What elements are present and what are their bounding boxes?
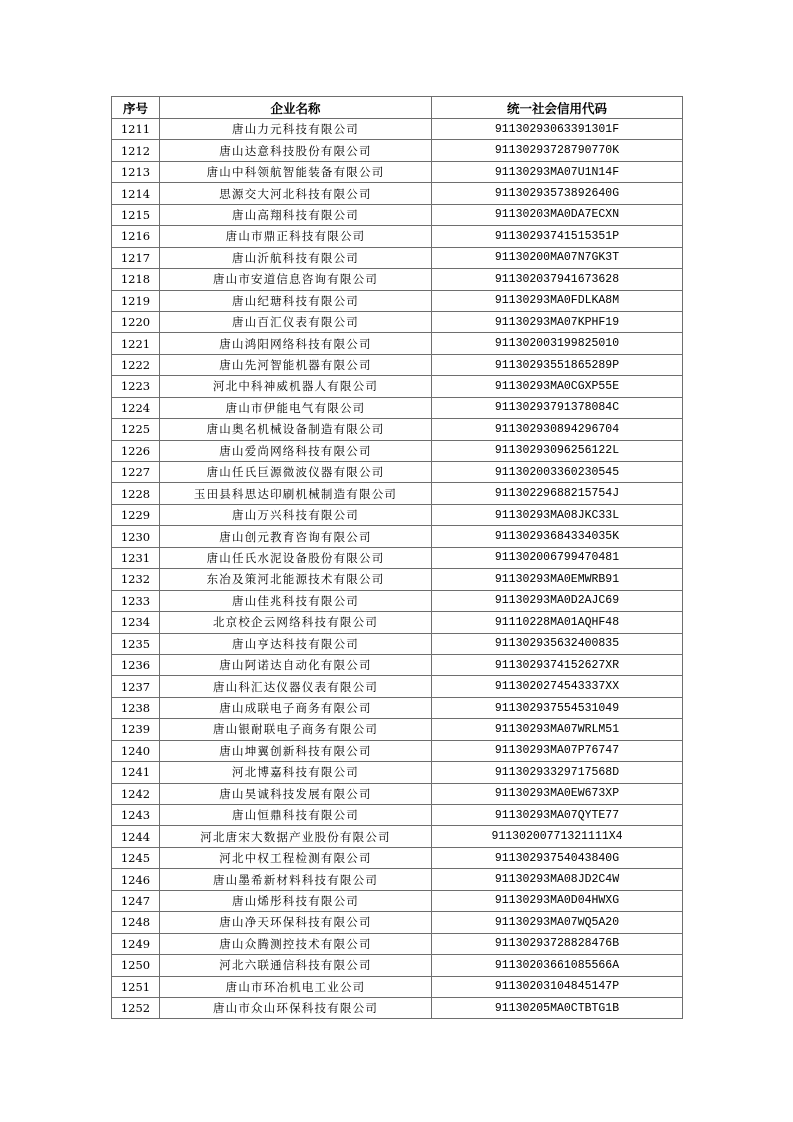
row-index: 1242 [112,783,160,804]
row-index: 1218 [112,269,160,290]
row-index: 1237 [112,676,160,697]
company-name-cell: 唐山市鼎正科技有限公司 [160,226,432,247]
table-row [112,376,683,397]
row-index: 1221 [112,333,160,354]
table-row [112,697,683,718]
company-name-cell: 唐山达意科技股份有限公司 [160,140,432,161]
company-name-cell: 唐山市环冶机电工业公司 [160,976,432,997]
credit-code-cell: 91130293096256122L [432,440,683,461]
row-index: 1211 [112,119,160,140]
table-header-row [112,97,683,119]
company-name-cell: 唐山科汇达仪器仪表有限公司 [160,676,432,697]
row-index: 1240 [112,740,160,761]
row-index: 1217 [112,247,160,268]
credit-code-cell: 91130293754043840G [432,847,683,868]
company-name-cell: 唐山恒鼎科技有限公司 [160,805,432,826]
company-name-cell: 唐山烯彤科技有限公司 [160,890,432,911]
row-index: 1229 [112,504,160,525]
row-index: 1250 [112,955,160,976]
row-index: 1227 [112,462,160,483]
table-row [112,204,683,225]
table-row [112,955,683,976]
credit-code-cell: 911302935632400835 [432,633,683,654]
credit-code-cell: 911302037941673628 [432,269,683,290]
company-name-cell: 唐山任氏巨源微波仪器有限公司 [160,462,432,483]
table-row [112,226,683,247]
credit-code-cell: 91130293728790770K [432,140,683,161]
row-index: 1236 [112,654,160,675]
row-index: 1252 [112,997,160,1018]
company-name-cell: 河北唐宋大数据产业股份有限公司 [160,826,432,847]
table-row [112,526,683,547]
table-row [112,654,683,675]
table-row [112,140,683,161]
row-index: 1225 [112,419,160,440]
table-row [112,547,683,568]
table-row [112,933,683,954]
company-name-cell: 唐山鸿阳网络科技有限公司 [160,333,432,354]
company-name-cell: 河北中权工程检测有限公司 [160,847,432,868]
company-name-cell: 东冶及策河北能源技术有限公司 [160,569,432,590]
table-row [112,976,683,997]
row-index: 1228 [112,483,160,504]
credit-code-cell: 911302003360230545 [432,462,683,483]
credit-code-cell: 91130293791378084C [432,397,683,418]
table-body [112,119,683,1019]
table-row [112,826,683,847]
credit-code-cell: 91130203661085566A [432,955,683,976]
table-row [112,161,683,182]
header-credit-code: 统一社会信用代码 [432,97,683,119]
row-index: 1213 [112,161,160,182]
row-index: 1245 [112,847,160,868]
company-name-cell: 唐山众腾测控技术有限公司 [160,933,432,954]
credit-code-cell: 91130293MA0D04HWXG [432,890,683,911]
row-index: 1232 [112,569,160,590]
company-name-cell: 唐山亨达科技有限公司 [160,633,432,654]
credit-code-cell: 91130293063391301F [432,119,683,140]
company-name-cell: 唐山成联电子商务有限公司 [160,697,432,718]
credit-code-cell: 91130293684334035K [432,526,683,547]
credit-code-cell: 91130293MA07U1N14F [432,161,683,182]
company-name-cell: 唐山阿诺达自动化有限公司 [160,654,432,675]
header-index: 序号 [112,97,160,119]
company-name-cell: 河北六联通信科技有限公司 [160,955,432,976]
company-name-cell: 唐山百汇仪表有限公司 [160,311,432,332]
table-row [112,354,683,375]
table-row [112,890,683,911]
row-index: 1224 [112,397,160,418]
table-row [112,869,683,890]
company-name-cell: 思源交大河北科技有限公司 [160,183,432,204]
table-row [112,269,683,290]
table-row [112,612,683,633]
row-index: 1246 [112,869,160,890]
row-index: 1234 [112,612,160,633]
credit-code-cell: 91110228MA01AQHF48 [432,612,683,633]
credit-code-cell: 91130200771321111X4 [432,826,683,847]
row-index: 1220 [112,311,160,332]
row-index: 1215 [112,204,160,225]
table-row [112,440,683,461]
row-index: 1248 [112,912,160,933]
company-name-cell: 河北中科神威机器人有限公司 [160,376,432,397]
row-index: 1249 [112,933,160,954]
company-name-cell: 唐山银耐联电子商务有限公司 [160,719,432,740]
credit-code-cell: 91130293MA0CGXP55E [432,376,683,397]
company-name-cell: 唐山市伊能电气有限公司 [160,397,432,418]
row-index: 1233 [112,590,160,611]
credit-code-cell: 91130293728828476B [432,933,683,954]
row-index: 1223 [112,376,160,397]
table-row [112,847,683,868]
table-row [112,633,683,654]
row-index: 1238 [112,697,160,718]
credit-code-cell: 911302930894296704 [432,419,683,440]
company-name-cell: 唐山奥名机械设备制造有限公司 [160,419,432,440]
row-index: 1212 [112,140,160,161]
row-index: 1251 [112,976,160,997]
credit-code-cell: 91130293MA08JD2C4W [432,869,683,890]
table-row [112,290,683,311]
company-name-cell: 唐山市众山环保科技有限公司 [160,997,432,1018]
company-name-cell: 唐山任氏水泥设备股份有限公司 [160,547,432,568]
row-index: 1214 [112,183,160,204]
table-row [112,997,683,1018]
company-name-cell: 唐山坤翼创新科技有限公司 [160,740,432,761]
credit-code-cell: 91130293741515351P [432,226,683,247]
table-row [112,719,683,740]
row-index: 1244 [112,826,160,847]
credit-code-cell: 91130229688215754J [432,483,683,504]
company-name-cell: 唐山中科领航智能装备有限公司 [160,161,432,182]
table-row [112,311,683,332]
credit-code-cell: 911302006799470481 [432,547,683,568]
company-name-cell: 唐山万兴科技有限公司 [160,504,432,525]
credit-code-cell: 91130293551865289P [432,354,683,375]
credit-code-cell: 911302003199825010 [432,333,683,354]
credit-code-cell: 91130293MA07P76747 [432,740,683,761]
table-row [112,462,683,483]
credit-code-cell: 91130293MA0FDLKA8M [432,290,683,311]
table-row [112,183,683,204]
credit-code-cell: 91130293MA0EW673XP [432,783,683,804]
row-index: 1222 [112,354,160,375]
table-row [112,419,683,440]
table-row [112,247,683,268]
row-index: 1216 [112,226,160,247]
credit-code-cell: 91130203104845147P [432,976,683,997]
table-row [112,912,683,933]
table-row [112,783,683,804]
company-name-cell: 唐山创元教育咨询有限公司 [160,526,432,547]
table-row [112,805,683,826]
row-index: 1231 [112,547,160,568]
table-row [112,740,683,761]
company-name-cell: 唐山墨希新材料科技有限公司 [160,869,432,890]
credit-code-cell: 9113029374152627XR [432,654,683,675]
company-name-cell: 北京校企云网络科技有限公司 [160,612,432,633]
company-name-cell: 唐山高翔科技有限公司 [160,204,432,225]
row-index: 1230 [112,526,160,547]
row-index: 1235 [112,633,160,654]
table-row [112,397,683,418]
credit-code-cell: 91130293329717568D [432,762,683,783]
credit-code-cell: 91130203MA0DA7ECXN [432,204,683,225]
credit-code-cell: 91130293MA07QYTE77 [432,805,683,826]
credit-code-cell: 911302937554531049 [432,697,683,718]
credit-code-cell: 91130293MA0D2AJC69 [432,590,683,611]
table-row [112,590,683,611]
company-name-cell: 玉田县科思达印刷机械制造有限公司 [160,483,432,504]
table-row [112,483,683,504]
header-company-name: 企业名称 [160,97,432,119]
company-name-cell: 唐山纪瑭科技有限公司 [160,290,432,311]
company-name-cell: 唐山先河智能机器有限公司 [160,354,432,375]
enterprise-table [111,96,683,1019]
credit-code-cell: 91130293MA07WQ5A20 [432,912,683,933]
credit-code-cell: 9113020274543337XX [432,676,683,697]
row-index: 1219 [112,290,160,311]
table-row [112,333,683,354]
table-row [112,119,683,140]
company-name-cell: 唐山净天环保科技有限公司 [160,912,432,933]
credit-code-cell: 91130205MA0CTBTG1B [432,997,683,1018]
table-row [112,569,683,590]
company-name-cell: 唐山市安道信息咨询有限公司 [160,269,432,290]
credit-code-cell: 91130293MA0EMWRB91 [432,569,683,590]
company-name-cell: 河北博嘉科技有限公司 [160,762,432,783]
table-row [112,504,683,525]
company-name-cell: 唐山力元科技有限公司 [160,119,432,140]
row-index: 1241 [112,762,160,783]
row-index: 1243 [112,805,160,826]
credit-code-cell: 91130200MA07N7GK3T [432,247,683,268]
company-name-cell: 唐山佳兆科技有限公司 [160,590,432,611]
row-index: 1226 [112,440,160,461]
row-index: 1239 [112,719,160,740]
company-name-cell: 唐山沂航科技有限公司 [160,247,432,268]
credit-code-cell: 91130293MA07WRLM51 [432,719,683,740]
row-index: 1247 [112,890,160,911]
company-name-cell: 唐山昊诚科技发展有限公司 [160,783,432,804]
table-row [112,676,683,697]
company-name-cell: 唐山爱尚网络科技有限公司 [160,440,432,461]
table-row [112,762,683,783]
credit-code-cell: 91130293MA08JKC33L [432,504,683,525]
credit-code-cell: 91130293MA07KPHF19 [432,311,683,332]
credit-code-cell: 91130293573892640G [432,183,683,204]
